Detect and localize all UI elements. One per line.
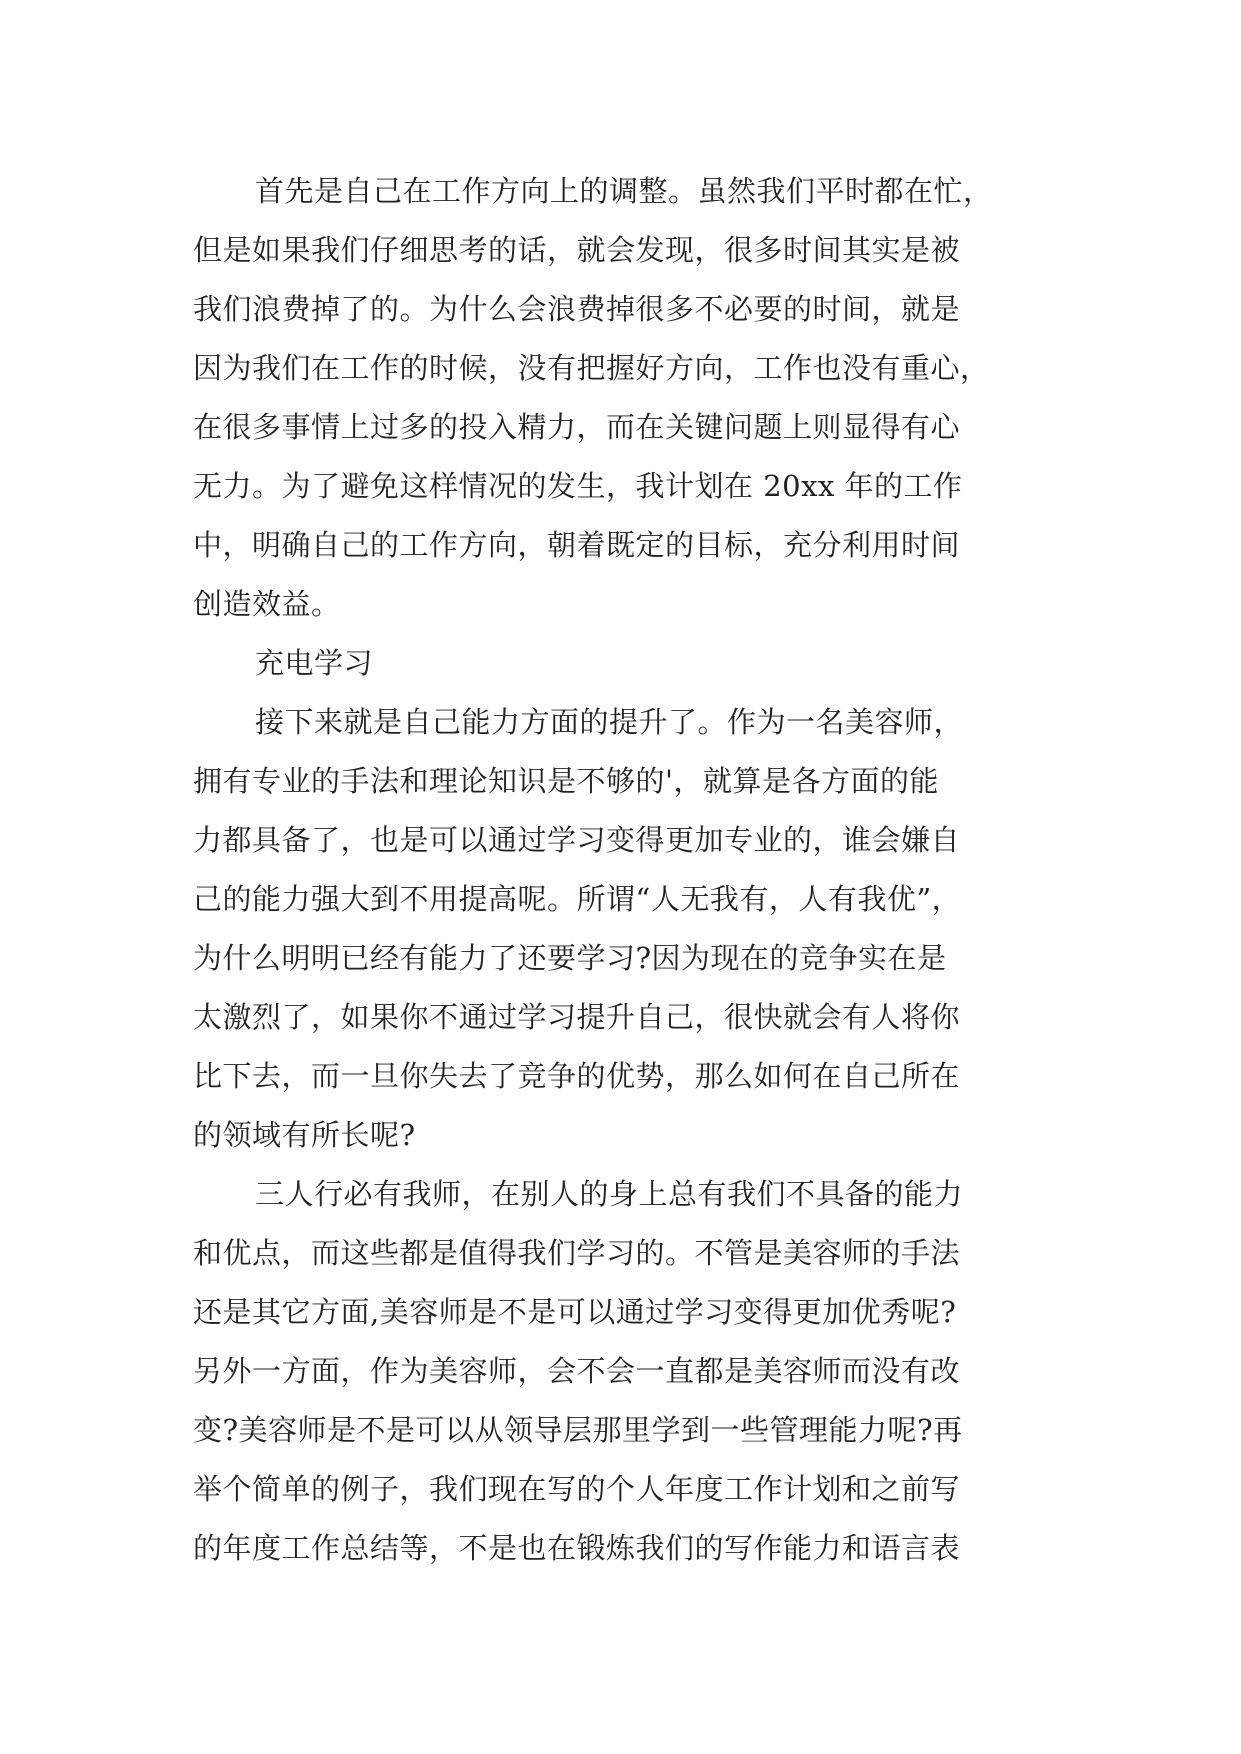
paragraph-line: 的领域有所长呢?	[193, 1118, 416, 1152]
document-body	[193, 162, 1073, 1578]
paragraph-line: 比下去，而一旦你失去了竞争的优势，那么如何在自己所在	[193, 1059, 961, 1093]
paragraph-line: 变?美容师是不是可以从领导层那里学到一些管理能力呢?再	[193, 1413, 963, 1447]
paragraph-line: 为什么明明已经有能力了还要学习?因为现在的竞争实在是	[193, 941, 947, 975]
paragraph-line: 拥有专业的手法和理论知识是不够的'，就算是各方面的能	[193, 764, 939, 798]
paragraph-line: 太激烈了，如果你不通过学习提升自己，很快就会有人将你	[193, 1000, 961, 1034]
paragraph-line: 的年度工作总结等，不是也在锻炼我们的写作能力和语言表	[193, 1531, 961, 1565]
paragraph-line: 接下来就是自己能力方面的提升了。作为一名美容师，	[255, 705, 964, 739]
section-heading: 充电学习	[255, 646, 374, 680]
paragraph-line: 因为我们在工作的时候，没有把握好方向，工作也没有重心，	[193, 351, 990, 385]
paragraph-line: 创造效益。	[193, 587, 341, 621]
paragraph-line: 己的能力强大到不用提高呢。所谓“人无我有，人有我优”，	[193, 882, 962, 916]
paragraph-line: 在很多事情上过多的投入精力，而在关键问题上则显得有心	[193, 410, 961, 444]
paragraph-line: 但是如果我们仔细思考的话，就会发现，很多时间其实是被	[193, 233, 961, 267]
paragraph-line: 三人行必有我师，在别人的身上总有我们不具备的能力	[255, 1177, 964, 1211]
paragraph-line: 中，明确自己的工作方向，朝着既定的目标，充分利用时间	[193, 528, 961, 562]
paragraph-line: 我们浪费掉了的。为什么会浪费掉很多不必要的时间，就是	[193, 292, 961, 326]
paragraph-line: 举个简单的例子，我们现在写的个人年度工作计划和之前写	[193, 1472, 961, 1506]
paragraph-line: 和优点，而这些都是值得我们学习的。不管是美容师的手法	[193, 1236, 961, 1270]
paragraph-line: 另外一方面，作为美容师，会不会一直都是美容师而没有改	[193, 1354, 961, 1388]
paragraph-line: 还是其它方面,美容师是不是可以通过学习变得更加优秀呢?	[193, 1295, 957, 1329]
paragraph-line: 首先是自己在工作方向上的调整。虽然我们平时都在忙，	[255, 174, 993, 208]
paragraph-line: 力都具备了，也是可以通过学习变得更加专业的，谁会嫌自	[193, 823, 961, 857]
paragraph-line: 无力。为了避免这样情况的发生，我计划在 20xx 年的工作	[193, 469, 963, 503]
